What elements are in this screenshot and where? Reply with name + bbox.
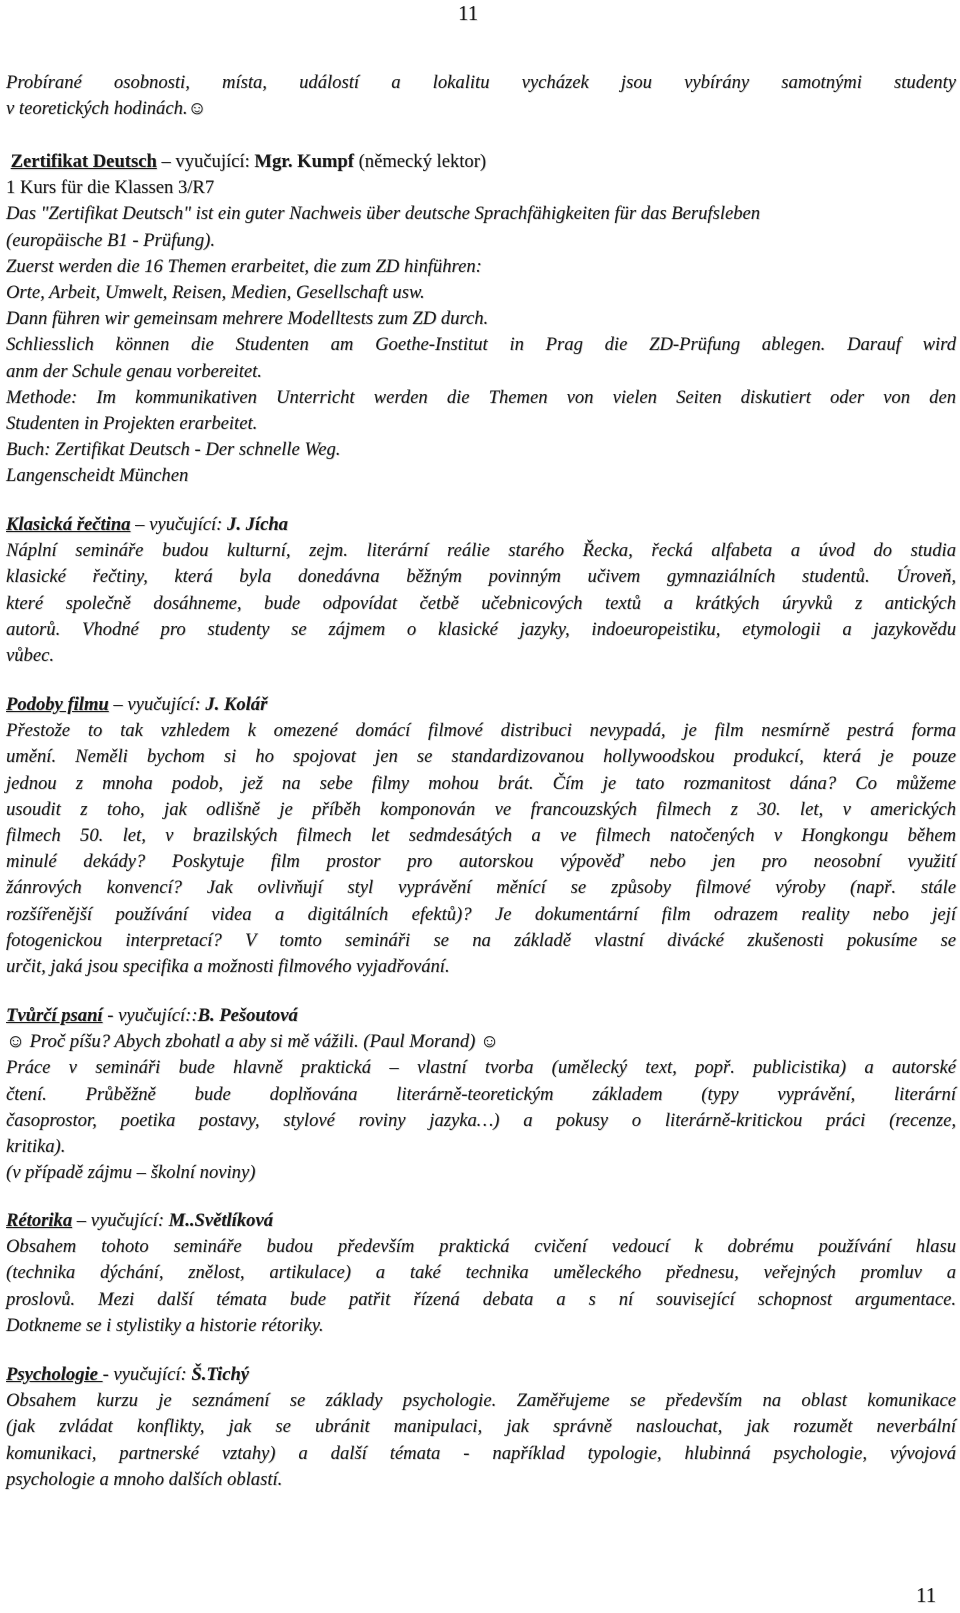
section-title: Zertifikat Deutsch [10,151,157,172]
teacher-name: Š.Tichý [191,1364,250,1385]
text-line: filmech 50. let, v brazilských filmech let sedmdesátých a ve filmech natočených v Hongkongu během [6,825,956,847]
text-line: Práce v semináři bude hlavně praktická – vlastní tvorba (umělecký text, popř. publicistika) a autorské [6,1057,956,1079]
teacher-prefix: - vyučující: [102,1364,192,1385]
text-line: Obsahem kurzu je seznámení se základy psychologie. Zaměřujeme se především na oblast komunikace [6,1390,956,1412]
section-title: Tvůrčí psaní [6,1005,103,1026]
intro-line: Probírané osobnosti, místa, událostí a lokalitu vycházek jsou vybírány samotnými studenty [6,72,956,93]
section-retorika [6,1208,956,1339]
section-klasicka-rectina [6,512,956,669]
teacher-prefix: – vyučující: [72,1210,169,1231]
text-line: Das "Zertifikat Deutsch" ist ein guter Nachweis über deutsche Sprachfähigkeiten für das Berufsleben [6,203,761,225]
text-line: anm der Schule genau vorbereitet. [6,360,262,382]
text-line: psychologie a mnoho dalších oblastí. [6,1468,283,1490]
text-line: Obsahem tohoto semináře budou především praktická cvičení vedoucí k dobrému používání hlasu [6,1236,956,1258]
section-psychologie [6,1362,956,1493]
text-line: (jak zvládat konflikty, jak se ubránit manipulaci, jak správně naslouchat, jak rozumět neverbální [6,1416,956,1438]
text-line: Buch: Zertifikat Deutsch - Der schnelle Weg. [6,439,341,461]
text-line: Orte, Arbeit, Umwelt, Reisen, Medien, Gesellschaft usw. [6,282,425,304]
teacher-name: Mgr. Kumpf [254,151,354,172]
text-line: jednou z mnoha podob, jež na sebe filmy mohou brát. Čím je tato rozmanitost dána? Co můžeme [6,772,956,794]
text-line: 1 Kurs für die Klassen 3/R7 [6,177,215,199]
text-line: Dotkneme se i stylistiky a historie rétoriky. [6,1314,324,1336]
text-line: Zuerst werden die 16 Themen erarbeitet, die zum ZD hinführen: [6,255,482,277]
text-line: usoudit z toho, jak odlišně je příběh komponován ve francouzských filmech z 30. let, v amerických [6,798,956,820]
section-heading [6,1003,956,1029]
text-line: kritika). [6,1136,66,1158]
section-heading [6,512,956,538]
text-line: rozšířenější používání videa a digitálních efektů)? Je dokumentární film odrazem reality nebo její [6,903,956,925]
text-line: proslovů. Mezi další témata bude patřit řízená debata a s ní související schopnost argumentace. [6,1288,956,1310]
text-line: autorů. Vhodné pro studenty se zájmem o klasické jazyky, indoeuropeistiku, etymologii a jazykovědu [6,618,956,640]
section-zertifikat-deutsch [6,149,956,490]
text-line: Dann führen wir gemeinsam mehrere Modelltests zum ZD durch. [6,308,489,330]
teacher-prefix: – vyučující: [156,151,255,172]
text-line: komunikaci, partnerské vztahy) a další témata - například typologie, hlubinná psychologie, vývojová [6,1442,956,1464]
section-title: Psychologie [6,1364,103,1385]
teacher-name: J. Jícha [227,514,288,535]
teacher-prefix: - vyučující:: [102,1005,198,1026]
teacher-name: J. Kolář [205,694,268,715]
text-line: Schliesslich können die Studenten am Goethe-Institut in Prag die ZD-Prüfung ablegen. Darauf wird [6,334,956,356]
text-line: Přestože to tak vzhledem k omezené domácí filmové distribuci nevypadá, je film nesmírně pestrá forma [6,720,956,742]
section-podoby-filmu [6,692,956,980]
section-heading [6,692,956,718]
text-line: Methode: Im kommunikativen Unterricht werden die Themen von vielen Seiten diskutiert oder von den [6,386,956,408]
teacher-name: B. Pešoutová [197,1005,298,1026]
text-line: Studenten in Projekten erarbeitet. [6,413,258,435]
section-heading [6,1362,956,1388]
text-line: minulé dekády? Poskytuje film prostor pro autorskou výpověď nebo jen pro neosobní využití [6,851,956,873]
section-tvurci-psani [6,1003,956,1186]
text-line: které společně dosáhneme, bude odpovídat četbě učebnicových textů a krátkých úryvků z antických [6,592,956,614]
text-line: vůbec. [6,645,55,667]
text-line: čtení. Průběžně bude doplňována literárně-teoretickým základem (typy vyprávění, literární [6,1083,956,1105]
quote-line: ☺ Proč píšu? Abych zbohatl a aby si mě vážili. (Paul Morand) ☺ [6,1031,499,1053]
section-title: Rétorika [6,1210,73,1231]
text-line: (europäische B1 - Prüfung). [6,229,215,251]
section-heading [6,1208,956,1234]
teacher-suffix: (německý lektor) [353,151,487,172]
text-line: Langenscheidt München [6,465,189,487]
page-number-top: 11 [458,1,479,25]
teacher-prefix: – vyučující: [130,514,228,535]
text-line: klasické řečtiny, která byla donedávna běžným povinným učivem gymnaziálních studentů. Úroveň, [6,566,956,588]
section-title: Klasická řečtina [6,514,131,535]
text-line: časoprostor, poetika postavy, stylové roviny jazyka…) a pokusy o literárně-kritickou práci (recenze, [6,1109,956,1131]
text-line: Náplní semináře budou kulturní, zejm. literární reálie starého Řecka, řecká alfabeta a úvod do studia [6,540,956,562]
text-line: (v případě zájmu – školní noviny) [6,1162,256,1184]
text-line: (technika dýchání, znělost, artikulace) a také technika uměleckého přednesu, veřejných promluv a [6,1262,956,1284]
section-heading [6,149,956,175]
text-line: určit, jaká jsou specifika a možnosti filmového vyjadřování. [6,956,450,978]
teacher-name: M..Světlíková [168,1210,273,1231]
text-line: umění. Neměli bychom si ho spojovat jen se standardizovanou hollywoodskou produkcí, která je pouze [6,746,956,768]
intro-line: v teoretických hodinách.☺ [6,98,207,120]
teacher-prefix: – vyučující: [108,694,206,715]
text-line: žánrových konvencí? Jak ovlivňují styl vyprávění měnící se způsoby filmové výroby (např. stále [6,877,956,899]
section-title: Podoby filmu [6,694,109,715]
text-line: fotogenickou interpretací? V tomto semináři se na základě vlastní divácké zkušenosti pokusíme se [6,929,956,951]
page-number-bottom: 11 [916,1583,937,1607]
intro-paragraph [6,70,956,122]
